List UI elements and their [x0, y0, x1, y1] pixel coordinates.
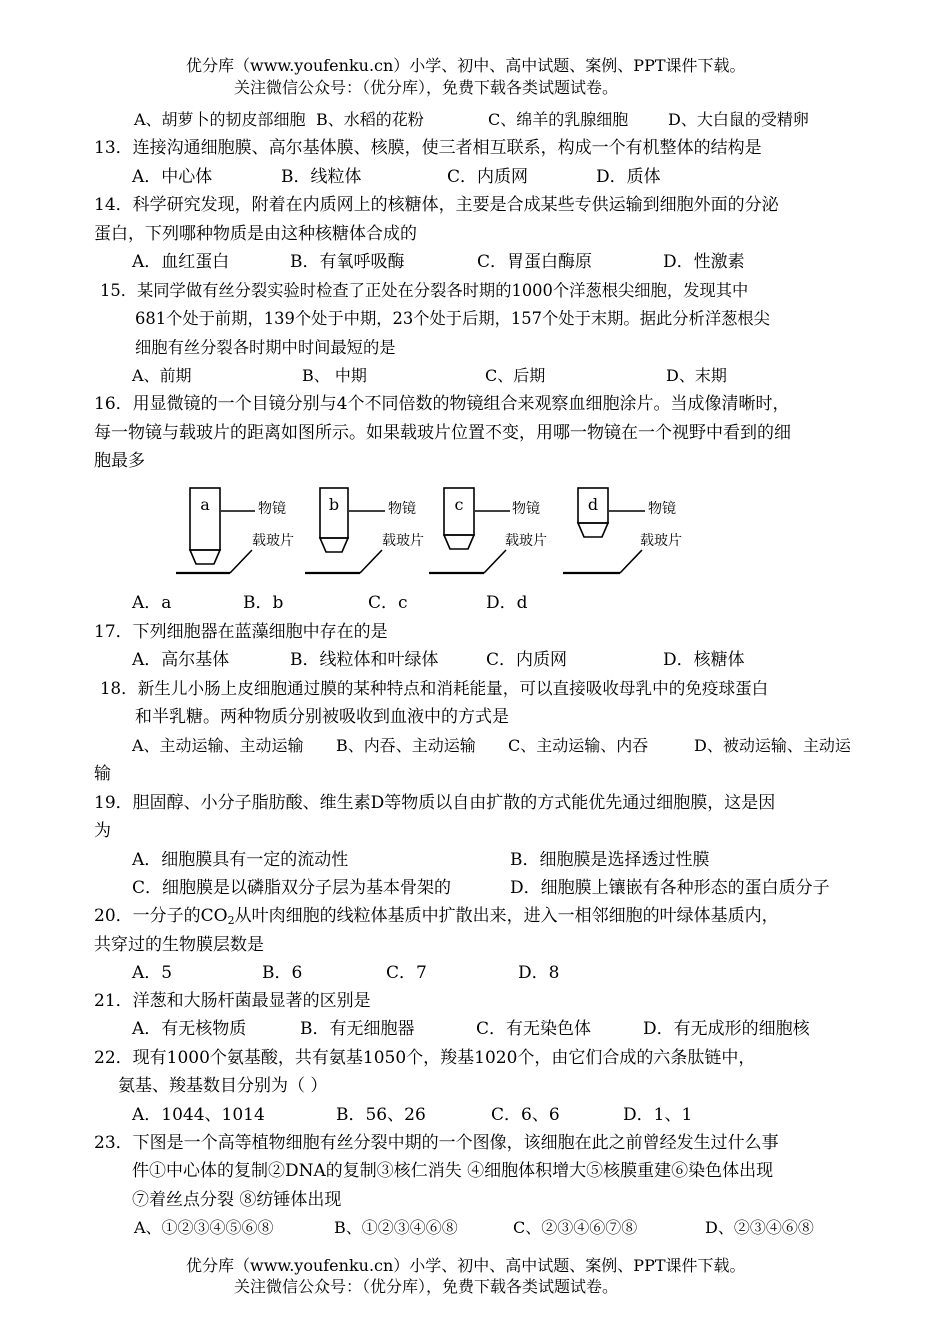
slide-label-a: 载玻片 [252, 533, 294, 549]
q15-stem-line-2: 681个处于前期，139个处于中期，23个处于后期，157个处于末期。据此分析洋葱根尖 [135, 309, 770, 328]
q13-option-a: A．中心体 [132, 167, 213, 187]
q21-option-b: B．有无细胞器 [300, 1019, 415, 1039]
q14-stem-line-2: 蛋白，下列哪种物质是由这种核糖体合成的 [94, 224, 417, 244]
q15-option-d: D、末期 [666, 366, 727, 385]
lens-label-c: c [454, 495, 464, 514]
q12-option-b: B、水稻的花粉 [316, 110, 424, 129]
q23-option-b: B、①②③④⑥⑧ [334, 1218, 458, 1237]
q14-stem-line-1: 14．科学研究发现，附着在内质网上的核糖体，主要是合成某些专供运输到细胞外面的分泌 [94, 195, 779, 215]
objective-c [429, 488, 510, 573]
q21-option-c: C．有无染色体 [476, 1019, 592, 1039]
q23-option-c: C、②③④⑥⑦⑧ [513, 1218, 638, 1237]
q16-option-a: A．a [132, 593, 172, 613]
q15-option-a: A、前期 [132, 366, 192, 385]
q20-option-b: B．6 [262, 963, 303, 983]
lens-label-d: d [587, 495, 599, 514]
q18-stem-line-2: 和半乳糖。两种物质分别被吸收到血液中的方式是 [135, 707, 509, 727]
q16-option-c: C．c [368, 593, 408, 613]
q22-option-b: B．56、26 [336, 1105, 426, 1125]
q18-option-a: A、主动运输、主动运输 [132, 736, 304, 755]
q15-option-b: B、 中期 [302, 366, 367, 385]
q16-stem-line-1: 16．用显微镜的一个目镜分别与4个不同倍数的物镜组合来观察血细胞涂片。当成像清晰时， [94, 394, 790, 414]
q20-option-c: C．7 [386, 963, 427, 983]
slide-label-c: 载玻片 [505, 533, 547, 549]
q18-stem-line-1: 18．新生儿小肠上皮细胞通过膜的某种特点和消耗能量，可以直接吸收母乳中的免疫球蛋白 [100, 679, 769, 698]
q23-stem-line-3: ⑦着丝点分裂 ⑧纺锤体出现 [132, 1190, 342, 1210]
q13-option-c: C．内质网 [447, 167, 529, 187]
q16-stem-line-2: 每一物镜与载玻片的距离如图所示。如果载玻片位置不变，用哪一物镜在一个视野中看到的细 [94, 423, 791, 443]
q17-option-d: D．核糖体 [663, 650, 745, 670]
objective-b [305, 488, 385, 573]
q18-option-b: B、内吞、主动运输 [336, 736, 476, 755]
slide-label-b: 载玻片 [382, 533, 424, 549]
q14-option-c: C．胃蛋白酶原 [477, 252, 593, 272]
q13-option-d: D．质体 [596, 167, 661, 187]
objective-label-a: 物镜 [258, 501, 286, 517]
q18-option-c: C、主动运输、内吞 [508, 736, 649, 755]
objective-label-d: 物镜 [648, 501, 676, 517]
q12-option-d: D、大白鼠的受精卵 [668, 110, 809, 129]
q12-option-a: A、胡萝卜的韧皮部细胞 [134, 110, 306, 129]
objective-label-b: 物镜 [388, 501, 416, 517]
lens-label-b: b [328, 495, 340, 514]
q19-stem-line-1: 19．胆固醇、小分子脂肪酸、维生素D等物质以自由扩散的方式能优先通过细胞膜，这是因 [94, 793, 776, 813]
q21-option-a: A．有无核物质 [132, 1019, 247, 1039]
q17-option-b: B．线粒体和叶绿体 [290, 650, 439, 670]
microscope-objectives-figure [0, 478, 950, 588]
objective-label-c: 物镜 [512, 501, 540, 517]
q21-option-d: D．有无成形的细胞核 [643, 1019, 810, 1039]
q16-option-b: B．b [243, 593, 284, 613]
q14-option-a: A．血红蛋白 [132, 252, 230, 272]
q19-option-a: A．细胞膜具有一定的流动性 [132, 850, 349, 870]
q22-option-a: A．1044、1014 [132, 1105, 265, 1125]
objective-d [563, 488, 645, 573]
q14-option-b: B．有氧呼吸酶 [290, 252, 405, 272]
q22-option-c: C．6、6 [491, 1105, 560, 1125]
q15-stem-line-3: 细胞有丝分裂各时期中时间最短的是 [135, 338, 396, 357]
slide-label-d: 载玻片 [640, 533, 682, 549]
q20-stem-line-1: 20．一分子的$CO_2$从叶肉细胞的线粒体基质中扩散出来，进入一相邻细胞的叶绿体基质内， [94, 906, 779, 927]
q17-stem: 17．下列细胞器在蓝藻细胞中存在的是 [94, 622, 388, 642]
header-line-2: 关注微信公众号：（优分库），免费下载各类试题试卷。 [234, 78, 619, 97]
lens-label-a: a [200, 495, 210, 514]
q19-stem-line-2: 为 [94, 821, 111, 841]
q13-stem: 13．连接沟通细胞膜、高尔基体膜、核膜，使三者相互联系，构成一个有机整体的结构是 [94, 138, 762, 158]
q16-stem-line-3: 胞最多 [94, 451, 145, 471]
q23-option-a: A、①②③④⑤⑥⑧ [134, 1218, 274, 1237]
q23-stem-line-2: 件①中心体的复制②DNA的复制③核仁消失 ④细胞体积增大⑤核膜重建⑥染色体出现 [132, 1161, 774, 1181]
q14-option-d: D．性激素 [663, 252, 745, 272]
q23-stem-line-1: 23．下图是一个高等植物细胞有丝分裂中期的一个图像，该细胞在此之前曾经发生过什么事 [94, 1133, 779, 1153]
q12-option-c: C、绵羊的乳腺细胞 [488, 110, 629, 129]
q22-stem-line-2: 氨基、羧基数目分别为（ ） [118, 1076, 328, 1096]
header-line-1: 优分库（www.youfenku.cn）小学、初中、高中试题、案例、PPT课件下载。 [186, 56, 746, 75]
q18-option-d: D、被动运输、主动运 [694, 736, 851, 755]
q13-option-b: B．线粒体 [281, 167, 362, 187]
q23-option-d: D、②③④⑥⑧ [705, 1218, 814, 1237]
q15-stem-line-1: 15．某同学做有丝分裂实验时检查了正处在分裂各时期的1000个洋葱根尖细胞，发现其中 [100, 281, 749, 300]
q22-option-d: D．1、1 [623, 1105, 693, 1125]
q18-wrap: 输 [94, 764, 111, 784]
q22-stem-line-1: 22．现有1000个氨基酸，共有氨基1050个，羧基1020个，由它们合成的六条肽链中， [94, 1048, 756, 1068]
q15-option-c: C、后期 [485, 366, 546, 385]
footer-line-2: 关注微信公众号：（优分库），免费下载各类试题试卷。 [234, 1277, 619, 1296]
q16-option-d: D．d [486, 593, 528, 613]
q17-option-a: A．高尔基体 [132, 650, 230, 670]
q20-option-d: D．8 [518, 963, 560, 983]
objective-a [176, 488, 255, 573]
q17-option-c: C．内质网 [486, 650, 568, 670]
q19-option-c: C．细胞膜是以磷脂双分子层为基本骨架的 [132, 878, 452, 898]
footer-line-1: 优分库（www.youfenku.cn）小学、初中、高中试题、案例、PPT课件下载。 [186, 1256, 746, 1275]
q21-stem: 21．洋葱和大肠杆菌最显著的区别是 [94, 991, 371, 1011]
q19-option-d: D．细胞膜上镶嵌有各种形态的蛋白质分子 [510, 878, 830, 898]
q19-option-b: B．细胞膜是选择透过性膜 [510, 850, 710, 870]
q20-option-a: A．5 [132, 963, 173, 983]
q20-stem-line-2: 共穿过的生物膜层数是 [94, 935, 264, 955]
